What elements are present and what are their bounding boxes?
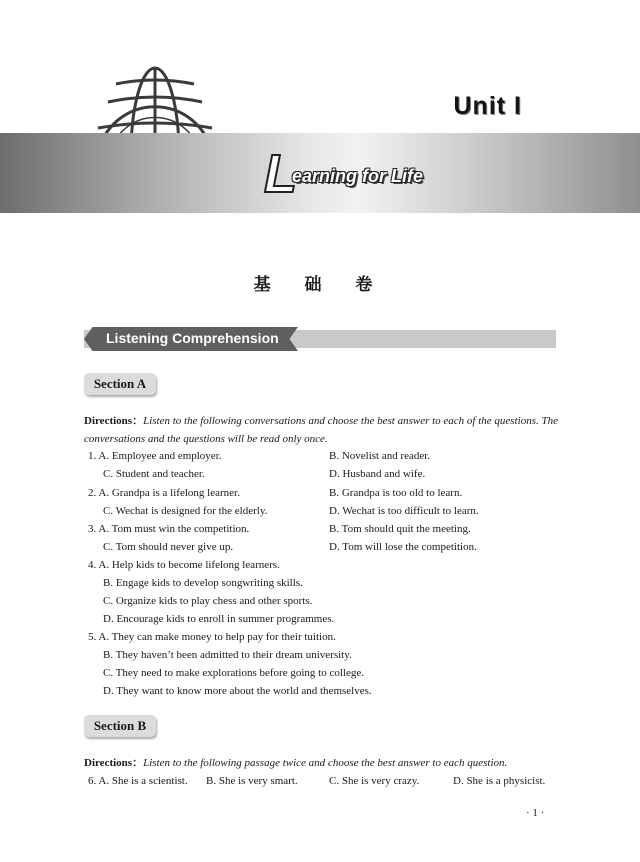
directions-separator: ： [132, 757, 144, 769]
directions-separator: ： [132, 415, 144, 427]
question-5-option-b: B. They haven’t been admitted to their dream university. [103, 649, 352, 661]
question-6-option-d: D. She is a physicist. [453, 775, 546, 787]
question-3-option-c: C. Tom should never give up. [103, 541, 234, 553]
question-5-option-d: D. They want to know more about the world and themselves. [103, 685, 372, 697]
directions-label: Directions [84, 415, 133, 427]
question-2-option-b: B. Grandpa is too old to learn. [329, 487, 463, 499]
question-4-option-d: D. Encourage kids to enroll in summer programmes. [103, 613, 335, 625]
question-4-option-b: B. Engage kids to develop songwriting skills. [103, 577, 303, 589]
question-6-option-a: 6. A. She is a scientist. [88, 775, 188, 787]
section-b-label: Section B [84, 715, 156, 737]
question-6-option-c: C. She is very crazy. [329, 775, 420, 787]
question-4-option-c: C. Organize kids to play chess and other sports. [103, 595, 313, 607]
section-a-directions [84, 412, 564, 448]
question-1-option-c: C. Student and teacher. [103, 468, 205, 480]
question-3-option-a: 3. A. Tom must win the competition. [88, 523, 250, 535]
question-1-option-b: B. Novelist and reader. [329, 450, 431, 462]
question-3-option-d: D. Tom will lose the competition. [329, 541, 477, 553]
question-5-option-c: C. They need to make explorations before going to college. [103, 667, 364, 679]
svg-text:L: L [264, 146, 297, 198]
question-5-option-a: 5. A. They can make money to help pay for their tuition. [88, 631, 336, 643]
volume-title: 基 础 卷 [253, 275, 387, 295]
question-6-option-b: B. She is very smart. [206, 775, 298, 787]
banner-title: earning for Life [292, 166, 424, 186]
question-2-option-a: 2. A. Grandpa is a lifelong learner. [88, 487, 240, 499]
section-b-directions [84, 754, 564, 772]
question-1-option-d: D. Husband and wife. [329, 468, 426, 480]
question-4-option-a: 4. A. Help kids to become lifelong learners. [88, 559, 280, 571]
question-2-option-d: D. Wechat is too difficult to learn. [329, 505, 479, 517]
section-a-label: Section A [84, 373, 156, 395]
directions-text: Listen to the following passage twice and choose the best answer to each question. [143, 757, 508, 769]
directions-text: Listen to the following conversations and choose the best answer to each of the questions. The conversations and the questions will be read only once. [84, 415, 558, 445]
question-2-option-c: C. Wechat is designed for the elderly. [103, 505, 268, 517]
question-1-option-a: 1. A. Employee and employer. [88, 450, 222, 462]
unit-title: Unit I [453, 92, 522, 120]
directions-label: Directions [84, 757, 133, 769]
question-3-option-b: B. Tom should quit the meeting. [329, 523, 471, 535]
page-number: · 1 · [526, 807, 545, 819]
part-header-label: Listening Comprehension [106, 330, 279, 346]
